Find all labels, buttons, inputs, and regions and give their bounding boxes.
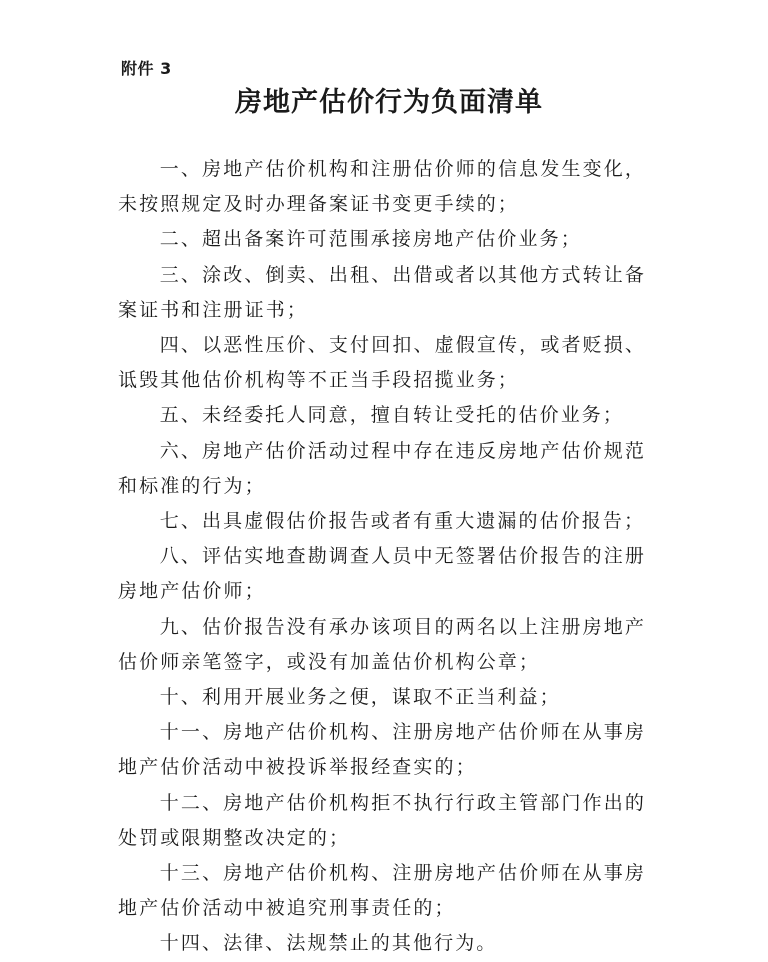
document-title: 房地产估价行为负面清单: [235, 87, 543, 118]
attachment-label: 附件 3: [121, 59, 172, 78]
list-item: 四、以恶性压价、支付回扣、虚假宣传，或者贬损、诋毁其他估价机构等不正当手段招揽业务；: [118, 334, 646, 392]
list-item: 三、涂改、倒卖、出租、出借或者以其他方式转让备案证书和注册证书；: [118, 263, 646, 321]
list-item: 九、估价报告没有承办该项目的两名以上注册房地产估价师亲笔签字，或没有加盖估价机构公章；: [118, 615, 646, 673]
list-item: 十四、法律、法规禁止的其他行为。: [159, 932, 498, 955]
list-item: 十三、房地产估价机构、注册房地产估价师在从事房地产估价活动中被追究刑事责任的；: [118, 862, 646, 920]
list-item: 五、未经委托人同意，擅自转让受托的估价业务；: [159, 404, 624, 427]
list-item: 六、房地产估价活动过程中存在违反房地产估价规范和标准的行为；: [118, 439, 646, 497]
list-item: 十二、房地产估价机构拒不执行行政主管部门作出的处罚或限期整改决定的；: [118, 791, 646, 849]
list-item: 一、房地产估价机构和注册估价师的信息发生变化，未按照规定及时办理备案证书变更手续的；: [118, 158, 646, 216]
list-item: 二、超出备案许可范围承接房地产估价业务；: [159, 228, 582, 251]
list-item: 十、利用开展业务之便，谋取不正当利益；: [159, 686, 561, 709]
list-item: 八、评估实地查勘调查人员中无签署估价报告的注册房地产估价师；: [118, 545, 646, 603]
list-item: 七、出具虚假估价报告或者有重大遗漏的估价报告；: [159, 510, 646, 533]
list-item: 十一、房地产估价机构、注册房地产估价师在从事房地产估价活动中被投诉举报经查实的；: [118, 721, 646, 779]
document-body: [118, 152, 646, 962]
